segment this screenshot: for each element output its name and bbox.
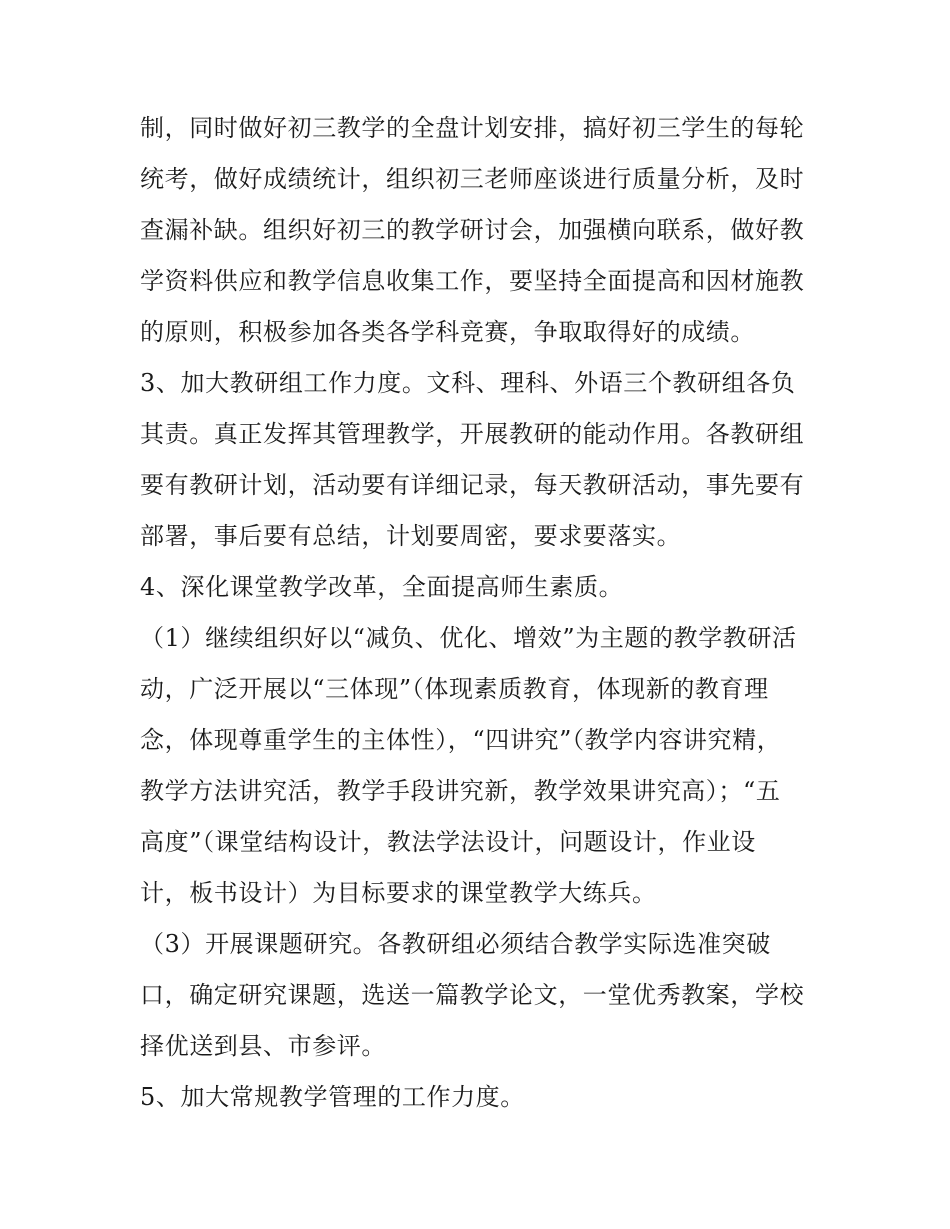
text-line: （3）开展课题研究。各教研组必须结合教学实际选准突破 [140, 930, 771, 958]
text-line: 5、加大常规教学管理的工作力度。 [140, 1083, 525, 1111]
text-line: 部署，事后要有总结，计划要周密，要求要落实。 [140, 522, 682, 550]
text-line: 查漏补缺。组织好初三的教学研讨会，加强横向联系，做好教 [140, 216, 805, 244]
text-line: 其责。真正发挥其管理教学，开展教研的能动作用。各教研组 [140, 420, 805, 448]
text-line: 高度”（课堂结构设计，教法学法设计，问题设计，作业设 [140, 828, 756, 856]
text-line: 择优送到县、市参评。 [140, 1032, 386, 1060]
text-line: 计，板书设计）为目标要求的课堂教学大练兵。 [140, 879, 657, 907]
text-line: 念，体现尊重学生的主体性），“四讲究”（教学内容讲究精， [140, 726, 782, 754]
text-line: 要有教研计划，活动要有详细记录，每天教研活动，事先要有 [140, 471, 805, 499]
text-line: 教学方法讲究活，教学手段讲究新，教学效果讲究高）；“五 [140, 777, 781, 805]
text-line: 学资料供应和教学信息收集工作，要坚持全面提高和因材施教 [140, 267, 805, 295]
text-line: 4、深化课堂教学改革，全面提高师生素质。 [140, 573, 624, 601]
text-line: 口，确定研究课题，选送一篇教学论文，一堂优秀教案，学校 [140, 981, 805, 1009]
text-line: 3、加大教研组工作力度。文科、理科、外语三个教研组各负 [140, 369, 796, 397]
text-line: 的原则，积极参加各类各学科竞赛，争取取得好的成绩。 [140, 318, 755, 346]
text-line: 统考，做好成绩统计，组织初三老师座谈进行质量分析，及时 [140, 165, 805, 193]
text-line: （1）继续组织好以“减负、优化、增效”为主题的教学教研活 [140, 624, 797, 652]
text-line: 制，同时做好初三教学的全盘计划安排，搞好初三学生的每轮 [140, 114, 805, 142]
text-line: 动，广泛开展以“三体现”（体现素质教育，体现新的教育理 [140, 675, 769, 703]
